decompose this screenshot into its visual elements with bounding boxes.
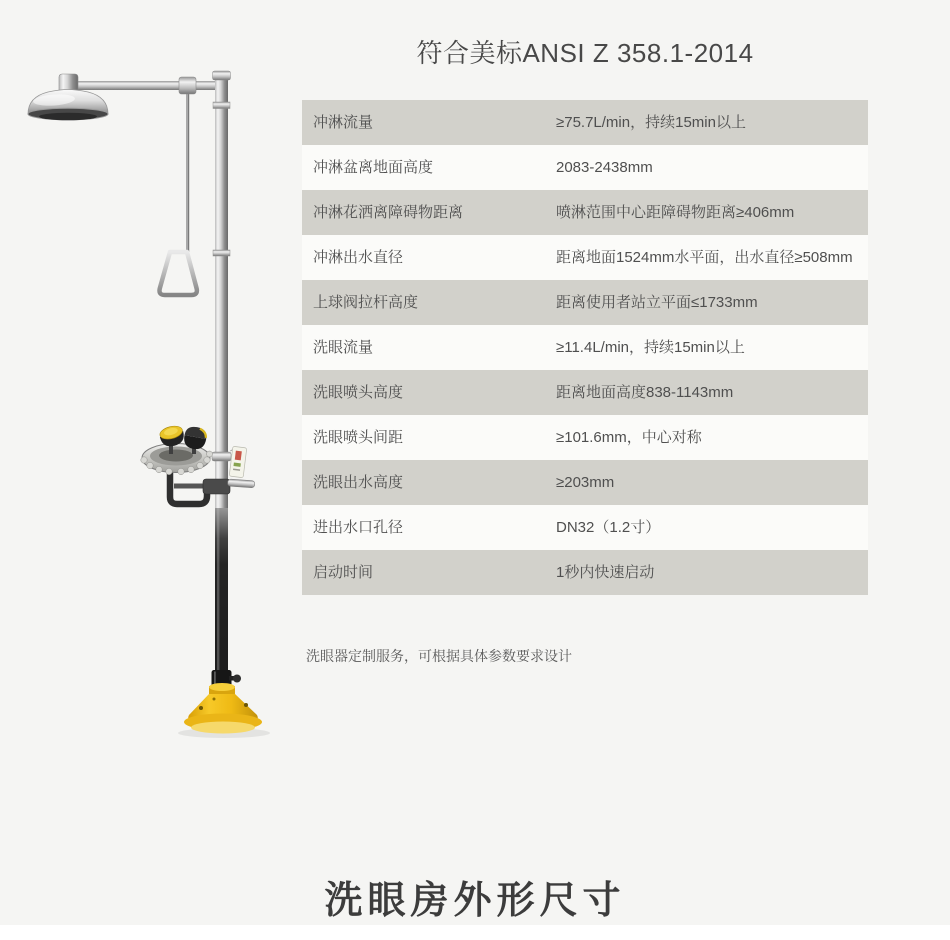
spec-label: 洗眼流量	[313, 339, 374, 356]
spec-value: ≥101.6mm，中心对称	[556, 429, 702, 446]
spec-label: 上球阀拉杆高度	[313, 294, 419, 311]
spec-label: 冲淋花洒离障碍物距离	[313, 204, 464, 221]
table-row	[302, 460, 868, 505]
table-row	[302, 235, 868, 280]
customization-note: 洗眼器定制服务，可根据具体参数要求设计	[306, 648, 572, 664]
product-tag	[227, 446, 247, 478]
spec-value: 距离地面1524mm水平面，出水直径≥508mm	[556, 249, 853, 266]
spec-value: ≥75.7L/min，持续15min以上	[556, 114, 746, 131]
spec-value: 喷淋范围中心距障碍物距离≥406mm	[556, 204, 795, 221]
table-row	[302, 100, 868, 145]
spec-label: 冲淋流量	[313, 114, 374, 131]
pull-handle-triangle	[159, 252, 196, 295]
shower-head	[28, 90, 108, 121]
table-row	[302, 280, 868, 325]
spec-value: 2083-2438mm	[556, 159, 653, 176]
yellow-base	[178, 683, 270, 738]
valve-paddle-handle	[228, 479, 255, 488]
spec-value: 1秒内快速启动	[556, 564, 655, 581]
eyewash-assembly	[141, 424, 255, 504]
spec-label: 冲淋盆离地面高度	[313, 159, 434, 176]
spec-value: ≥203mm	[556, 474, 615, 491]
table-row	[302, 505, 868, 550]
table-row	[302, 190, 868, 235]
spec-value: 距离地面高度838-1143mm	[556, 384, 734, 401]
spec-label: 启动时间	[313, 564, 374, 581]
table-row	[302, 325, 868, 370]
section-heading: 洗眼房外形尺寸	[324, 880, 626, 922]
table-row	[302, 370, 868, 415]
table-row	[302, 145, 868, 190]
compliance-title: 符合美标ANSI Z 358.1-2014	[416, 38, 754, 68]
table-row	[302, 415, 868, 460]
spec-value: ≥11.4L/min，持续15min以上	[556, 339, 745, 356]
spec-value: 距离使用者站立平面≤1733mm	[556, 294, 758, 311]
spec-label: 洗眼出水高度	[313, 474, 404, 491]
product-photo-shower-eyewash	[0, 0, 300, 760]
bottom-white-strip	[0, 925, 950, 940]
pull-rod-handle	[159, 94, 196, 295]
spec-label: 洗眼喷头高度	[313, 384, 404, 401]
spec-value: DN32（1.2寸）	[556, 519, 661, 536]
spec-label: 洗眼喷头间距	[313, 429, 404, 446]
lower-pipe	[215, 508, 228, 675]
spec-label: 进出水口孔径	[313, 519, 404, 536]
table-row	[302, 550, 868, 595]
spec-table	[302, 100, 868, 595]
spec-label: 冲淋出水直径	[313, 249, 404, 266]
